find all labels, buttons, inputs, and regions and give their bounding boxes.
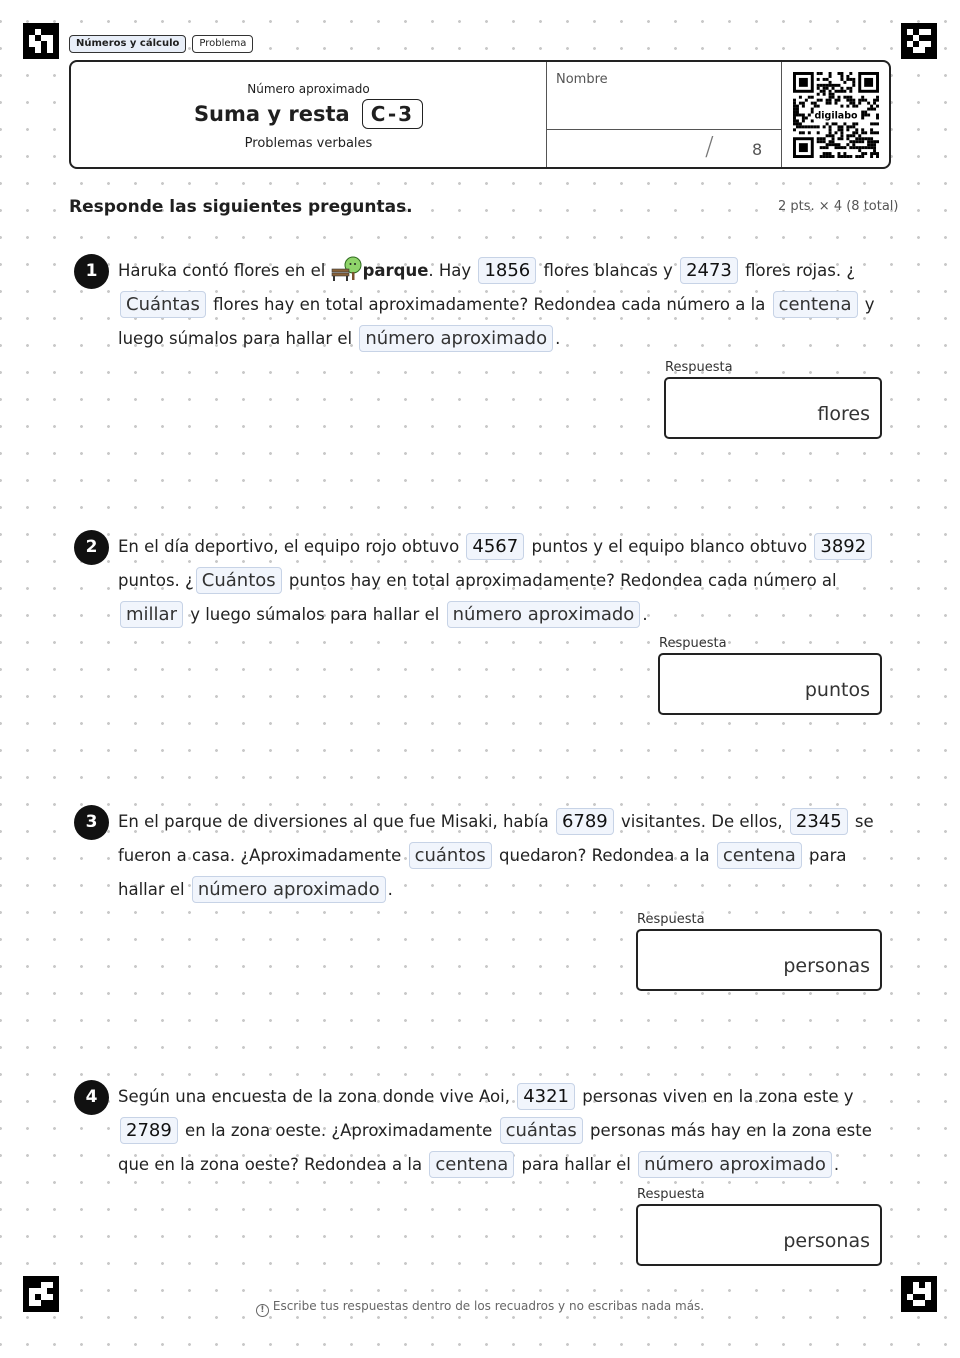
info-circle-icon: ! <box>256 1304 269 1317</box>
q4-number-west: 2789 <box>120 1117 178 1144</box>
question-number-2: 2 <box>74 530 109 565</box>
score-slash: / <box>705 132 714 162</box>
name-label: Nombre <box>556 72 608 87</box>
footer-note <box>0 1299 960 1317</box>
q2-keyword-cuantos: Cuántos <box>196 567 282 594</box>
answer-unit-3: personas <box>783 955 870 977</box>
corner-marker-top-right <box>901 23 937 59</box>
title-row <box>71 99 546 129</box>
q2-text-part: . <box>642 605 648 624</box>
corner-marker-top-left <box>23 23 59 59</box>
q4-text-part: . <box>833 1155 840 1174</box>
worksheet-title: Suma y resta <box>193 102 350 126</box>
q2-keyword-numero-aproximado: número aproximado <box>447 601 641 628</box>
q1-text-part: . <box>555 329 561 348</box>
score-field[interactable] <box>547 130 782 169</box>
q1-keyword-centena: centena <box>773 291 858 318</box>
q4-number-east: 4321 <box>517 1083 575 1110</box>
worksheet-header <box>69 60 891 169</box>
question-text-2 <box>118 530 893 632</box>
q4-keyword-numero-aproximado: número aproximado <box>638 1151 832 1178</box>
answer-label-2: Respuesta <box>659 636 727 651</box>
qr-caption: digilabo <box>814 110 858 122</box>
worksheet-description: Problemas verbales <box>244 136 373 151</box>
category-tag: Números y cálculo <box>69 35 186 53</box>
category-tags <box>69 35 253 53</box>
q2-number-red-team: 4567 <box>466 533 524 560</box>
answer-label-3: Respuesta <box>637 912 705 927</box>
q2-text-part: puntos y el equipo blanco obtuvo <box>526 537 813 556</box>
q3-number-left: 2345 <box>790 808 848 835</box>
q2-number-white-team: 3892 <box>814 533 872 560</box>
q3-keyword-numero-aproximado: número aproximado <box>192 876 386 903</box>
q3-text-part: se fueron a casa. ¿Aproximadamente <box>118 812 874 865</box>
answer-box-2[interactable] <box>658 653 882 715</box>
q1-text-part: . Hay <box>428 261 477 280</box>
points-info: 2 pts. × 4 (8 total) <box>778 199 899 214</box>
worksheet-code: C-3 <box>362 99 423 129</box>
q3-text-part: . <box>387 880 393 899</box>
type-tag: Problema <box>192 35 253 53</box>
q4-text-part: para hallar el <box>516 1155 637 1174</box>
q1-text-part: flores hay en total aproximadamente? Redondea cada número a la <box>207 295 771 314</box>
question-number-1: 1 <box>74 254 109 289</box>
answer-box-4[interactable] <box>636 1204 882 1266</box>
q1-keyword-numero-aproximado: número aproximado <box>359 325 553 352</box>
answer-label-1: Respuesta <box>665 360 733 375</box>
q2-text-part: puntos hay en total aproximadamente? Redondea cada número al <box>283 571 837 590</box>
question-text-1 <box>118 254 893 356</box>
question-number-4: 4 <box>74 1080 109 1115</box>
name-field[interactable] <box>547 62 782 130</box>
answer-unit-1: flores <box>817 403 870 425</box>
q1-number-white: 1856 <box>478 257 536 284</box>
q2-keyword-millar: millar <box>120 601 183 628</box>
score-total: 8 <box>752 140 763 159</box>
answer-box-3[interactable] <box>636 929 882 991</box>
q1-number-red: 2473 <box>680 257 738 284</box>
q4-keyword-centena: centena <box>429 1151 514 1178</box>
question-text-3 <box>118 805 893 907</box>
q4-text-part: Según una encuesta de la zona donde vive Aoi, <box>118 1087 516 1106</box>
q1-park-word: parque <box>362 261 429 280</box>
q3-text-part: En el parque de diversiones al que fue Misaki, había <box>118 812 554 831</box>
q1-text-part: Haruka contó flores en el <box>118 261 331 280</box>
question-number-3: 3 <box>74 805 109 840</box>
worksheet-subtitle: Número aproximado <box>247 82 370 96</box>
q3-keyword-cuantos: cuántos <box>409 842 492 869</box>
question-text-4 <box>118 1080 893 1182</box>
q3-text-part: visitantes. De ellos, <box>615 812 788 831</box>
q4-text-part: en la zona oeste. ¿Aproximadamente <box>179 1121 498 1140</box>
q1-keyword-cuantas: Cuántas <box>120 291 206 318</box>
q3-number-visitors: 6789 <box>556 808 614 835</box>
answer-unit-4: personas <box>783 1230 870 1252</box>
answer-unit-2: puntos <box>804 679 870 701</box>
footer-text: Escribe tus respuestas dentro de los recuadros y no escribas nada más. <box>272 1299 705 1313</box>
answer-label-4: Respuesta <box>637 1187 705 1202</box>
q2-text-part: En el día deportivo, el equipo rojo obtuvo <box>118 537 465 556</box>
instruction-text: Responde las siguientes preguntas. <box>69 197 413 217</box>
q3-text-part: para hallar el <box>118 846 847 899</box>
q4-text-part: personas más hay en la zona este que en la zona oeste? Redondea a la <box>118 1121 872 1174</box>
q1-text-part: flores rojas. ¿ <box>739 261 856 280</box>
answer-box-1[interactable] <box>664 377 882 439</box>
qr-code-icon <box>793 72 879 158</box>
q2-text-part: y luego súmalos para hallar el <box>184 605 445 624</box>
q1-text-part: y luego súmalos para hallar el <box>118 295 875 348</box>
title-block <box>71 62 547 167</box>
q3-text-part: quedaron? Redondea a la <box>493 846 715 865</box>
q2-text-part: puntos. ¿ <box>118 571 194 590</box>
q1-text-part: flores blancas y <box>538 261 679 280</box>
q3-keyword-centena: centena <box>717 842 802 869</box>
q4-keyword-cuantas: cuántas <box>500 1117 583 1144</box>
park-bench-tree-icon <box>331 256 363 282</box>
q4-text-part: personas viven en la zona este y <box>577 1087 854 1106</box>
